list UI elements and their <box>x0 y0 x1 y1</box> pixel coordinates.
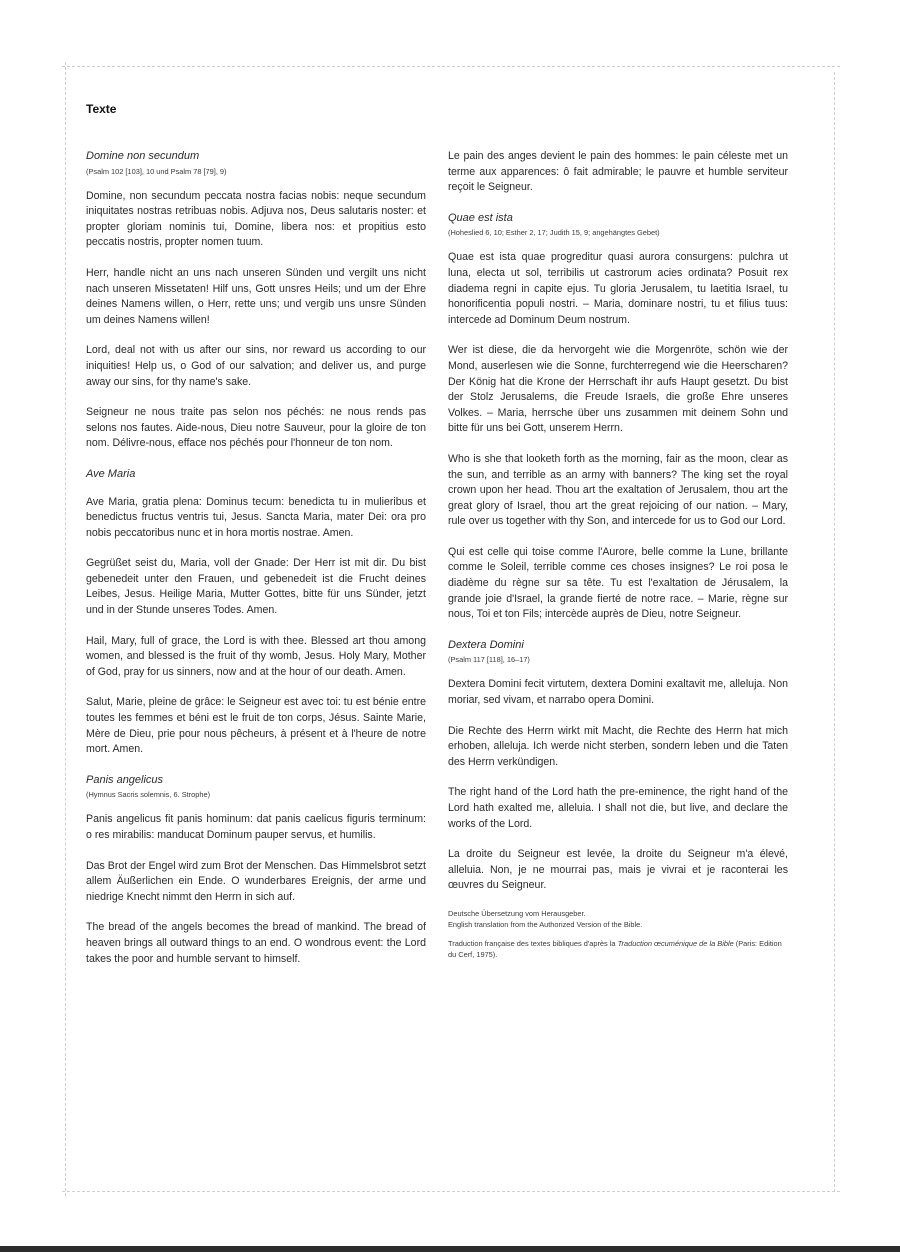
paragraph: Domine, non secundum peccata nostra facias nobis: neque secundum iniquitates nostras retribuas nobis. Adjuva nos, Deus salutaris noster: et propter gloriam nominis tui, Domine, libera nos: et propitius esto peccatis nostris, propter nomen tuum. <box>86 189 426 249</box>
note-english: English translation from the Authorized Version of the Bible. <box>448 919 643 929</box>
paragraph: Le pain des anges devient le pain des hommes: le pain céleste met un terme aux apparences: ô fait admirable; le pauvre et humble serviteur reçoit le Seigneur. <box>448 150 788 194</box>
paragraph: The right hand of the Lord hath the pre-eminence, the right hand of the Lord hath exalted me, alleluia. I shall not die, but live, and declare the works of the Lord. <box>448 786 788 830</box>
paragraph: Dextera Domini fecit virtutem, dextera Domini exaltavit me, alleluja. Non moriar, sed vivam, et narrabo opera Domini. <box>448 678 788 707</box>
note-french-title: Traduction œcuménique de la Bible <box>617 939 734 949</box>
section-heading-dextera: Dextera Domini <box>448 638 524 651</box>
paragraph: Hail, Mary, full of grace, the Lord is with thee. Blessed art thou among women, and blessed is the fruit of thy womb, Jesus. Holy Mary, Mother of God, pray for us sinners, now and at the hour of our death. Amen. <box>86 634 426 678</box>
paragraph: La droite du Seigneur est levée, la droite du Seigneur m'a élevé, alleluia. Non, je ne mourrai pas, mais je vivrai et je raconterai les œuvres du Seigneur. <box>448 848 788 892</box>
section-source-dextera: (Psalm 117 [118], 16–17) <box>448 655 530 665</box>
left-column <box>86 149 426 982</box>
section-source-panis: (Hymnus Sacris solemnis, 6. Strophe) <box>86 790 211 800</box>
note-french <box>448 939 788 960</box>
section-heading-panis: Panis angelicus <box>86 773 164 786</box>
page-title: Texte <box>86 102 117 116</box>
paragraph: Herr, handle nicht an uns nach unseren Sünden und vergilt uns nicht nach unseren Missetaten! Hilf uns, Gott unsres Heils; und um der Ehre deines Namens willen, o Herr, rette uns; und vergib uns unsre Sünden um deines Namens willen! <box>86 266 426 326</box>
page-border-top <box>62 66 840 67</box>
translation-notes <box>448 909 788 960</box>
paragraph: Quae est ista quae progreditur quasi aurora consurgens: pulchra ut luna, electa ut sol, terribilis ut castrorum acies ordinata? Posuit rex diadema regni in capite ejus. Tu gloria Jerusalem, tu laetitia Israel, tu honorificentia populi nostri. – Maria, dominare nostri, tu et filius tuus: intercede ad Dominum Deum nostrum. <box>448 251 788 326</box>
paragraph: Who is she that looketh forth as the morning, fair as the moon, clear as the sun, and terrible as an army with banners? The king set the royal crown upon her head. Thou art the exaltation of Jerusalem, thou art the great glory of Israel, thou art the great rejoicing of our nation. – Mary, rule over us together with thy Son, and intercede for us to God our Lord. <box>448 452 788 528</box>
paragraph: Ave Maria, gratia plena: Dominus tecum: benedicta tu in mulieribus et benedictus fructus ventris tui, Jesus. Sancta Maria, mater Dei: ora pro nobis peccatoribus nunc et in hora mortis nostrae. Amen. <box>86 495 426 539</box>
paragraph: Gegrüßet seist du, Maria, voll der Gnade: Der Herr ist mit dir. Du bist gebenedeit unter den Frauen, und gebenedeit ist die Frucht deines Leibes, Jesus. Heilige Maria, Mutter Gottes, bitte für uns Sünder, jetzt und in der Stunde unseres Todes. Amen. <box>86 557 426 617</box>
page-border-right <box>834 72 835 1192</box>
note-german: Deutsche Übersetzung vom Herausgeber. <box>448 908 586 918</box>
paragraph: Qui est celle qui toise comme l'Aurore, belle comme la Lune, brillante comme le Soleil, terrible comme ces choses insignes? Le roi posa le diadème du règne sur sa tête. Tu est l'exaltation de Jérusalem, la grande joie d'Israel, la grande fierté de notre race. – Marie, règne sur nous, Toi et ton Fils; intercède auprès de Dieu, notre Seigneur. <box>448 545 788 621</box>
note-french-c: (Paris: Edition du Cerf, 1975). <box>448 939 782 959</box>
paragraph: Die Rechte des Herrn wirkt mit Macht, die Rechte des Herrn hat mich erhoben, alleluja. Ich werde nicht sterben, sondern leben und die Taten des Herrn verkündigen. <box>448 724 788 768</box>
paragraph: Lord, deal not with us after our sins, nor reward us according to our iniquities! Help us, o God of our salvation; and deliver us, and purge away our sins, for thy name's sake. <box>86 344 426 388</box>
paragraph: Seigneur ne nous traite pas selon nos péchés: ne nous rends pas selons nos fautes. Aide-nous, Dieu notre Sauveur, pour la gloire de ton nom. Délivre-nous, efface nos péchés pour l'honneur de ton nom. <box>86 406 426 450</box>
bottom-band <box>0 1246 900 1252</box>
section-heading-ave-maria: Ave Maria <box>86 467 136 480</box>
paragraph: The bread of the angels becomes the bread of mankind. The bread of heaven brings all outward things to an end. O wondrous event: the Lord takes the poor and humble servant to himself. <box>86 921 426 965</box>
paragraph: Das Brot der Engel wird zum Brot der Menschen. Das Himmelsbrot setzt allem Äußerlichen ein Ende. O wunderbares Ereignis, der arme und niedrige Knecht nimmt den Herrn in sich auf. <box>86 859 426 903</box>
right-column <box>448 149 788 960</box>
section-source-domine: (Psalm 102 [103], 10 und Psalm 78 [79], 9) <box>86 166 227 176</box>
note-french-a: Traduction française des textes bibliques d'après la <box>448 939 618 949</box>
section-heading-quae: Quae est ista <box>448 211 513 224</box>
paragraph: Wer ist diese, die da hervorgeht wie die Morgenröte, schön wie der Mond, auserlesen wie die Sonne, furchterregend wie die Heerscharen? Der König hat die Krone der Herrschaft ihr aufs Haupt gesetzt. Du bist der Stolz Jerusalems, die Freude Israels, die große Ehre unseres Volkes. – Maria, herrsche über uns zusammen mit deinem Sohn und bitte für uns bei Gott, unserem Herrn. <box>448 344 788 435</box>
section-heading-domine: Domine non secundum <box>86 150 200 162</box>
page-border-left <box>65 62 66 1196</box>
paragraph: Panis angelicus fit panis hominum: dat panis caelicus figuris terminum: o res mirabilis: manducat Dominum pauper servus, et humilis. <box>86 813 426 841</box>
paragraph: Salut, Marie, pleine de grâce: le Seigneur est avec toi: tu est bénie entre toutes les femmes et béni est le fruit de ton corps, Jésus. Sainte Marie, Mère de Dieu, prie pour nous pêcheurs, à présent et à l'heure de notre mort. Amen. <box>86 696 426 756</box>
section-source-quae: (Hoheslied 6, 10; Esther 2, 17; Judith 15, 9; angehängtes Gebet) <box>448 228 660 238</box>
page-border-bottom <box>62 1191 840 1192</box>
